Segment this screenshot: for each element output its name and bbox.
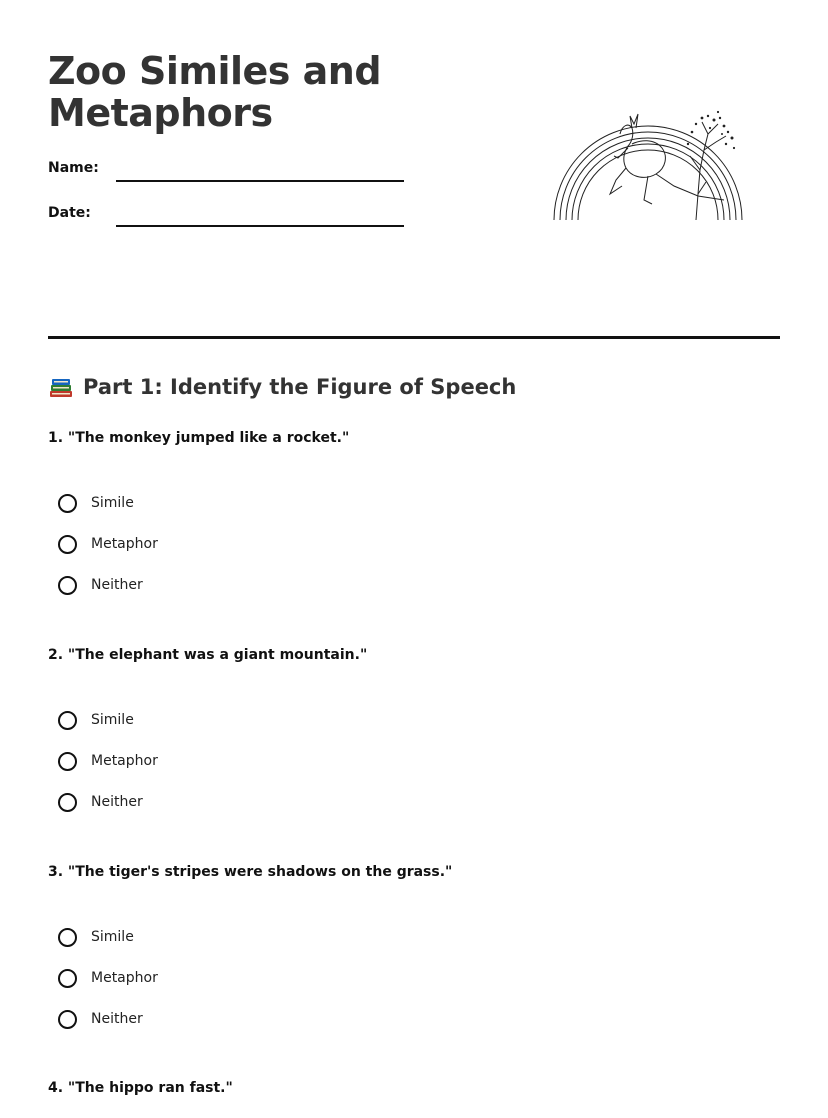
option-label: Simile — [91, 929, 134, 945]
date-field-line[interactable] — [116, 225, 404, 227]
radio-button[interactable] — [58, 793, 77, 812]
option-label: Simile — [91, 712, 134, 728]
part1-heading — [48, 374, 516, 400]
q1-option-metaphor[interactable] — [58, 531, 158, 557]
option-label: Simile — [91, 495, 134, 511]
q2-option-metaphor[interactable] — [58, 748, 158, 774]
title-line-1: Zoo Similes and — [48, 49, 382, 93]
worksheet-title — [48, 50, 381, 134]
part1-heading-text: Part 1: Identify the Figure of Speech — [83, 375, 517, 399]
option-label: Neither — [91, 794, 143, 810]
radio-button[interactable] — [58, 969, 77, 988]
section-divider — [48, 336, 780, 339]
option-label: Neither — [91, 1011, 143, 1027]
radio-button[interactable] — [58, 752, 77, 771]
radio-button[interactable] — [58, 1010, 77, 1029]
radio-button[interactable] — [58, 928, 77, 947]
option-label: Metaphor — [91, 536, 158, 552]
radio-button[interactable] — [58, 711, 77, 730]
question-1: 1. "The monkey jumped like a rocket." — [48, 430, 350, 446]
name-label: Name: — [48, 160, 99, 176]
date-label: Date: — [48, 205, 91, 221]
question-3: 3. "The tiger's stripes were shadows on the grass." — [48, 864, 453, 880]
option-label: Metaphor — [91, 970, 158, 986]
books-icon — [48, 374, 74, 400]
kangaroo-rainbow-illustration — [548, 104, 748, 226]
q3-option-neither[interactable] — [58, 1006, 143, 1032]
title-line-2: Metaphors — [48, 91, 273, 135]
option-label: Metaphor — [91, 753, 158, 769]
q1-option-simile[interactable] — [58, 490, 134, 516]
q2-option-simile[interactable] — [58, 707, 134, 733]
q2-option-neither[interactable] — [58, 789, 143, 815]
q1-option-neither[interactable] — [58, 572, 143, 598]
radio-button[interactable] — [58, 494, 77, 513]
question-2: 2. "The elephant was a giant mountain." — [48, 647, 368, 663]
radio-button[interactable] — [58, 576, 77, 595]
radio-button[interactable] — [58, 535, 77, 554]
q3-option-metaphor[interactable] — [58, 965, 158, 991]
name-field-line[interactable] — [116, 180, 404, 182]
question-4: 4. "The hippo ran fast." — [48, 1080, 233, 1096]
q3-option-simile[interactable] — [58, 924, 134, 950]
option-label: Neither — [91, 577, 143, 593]
